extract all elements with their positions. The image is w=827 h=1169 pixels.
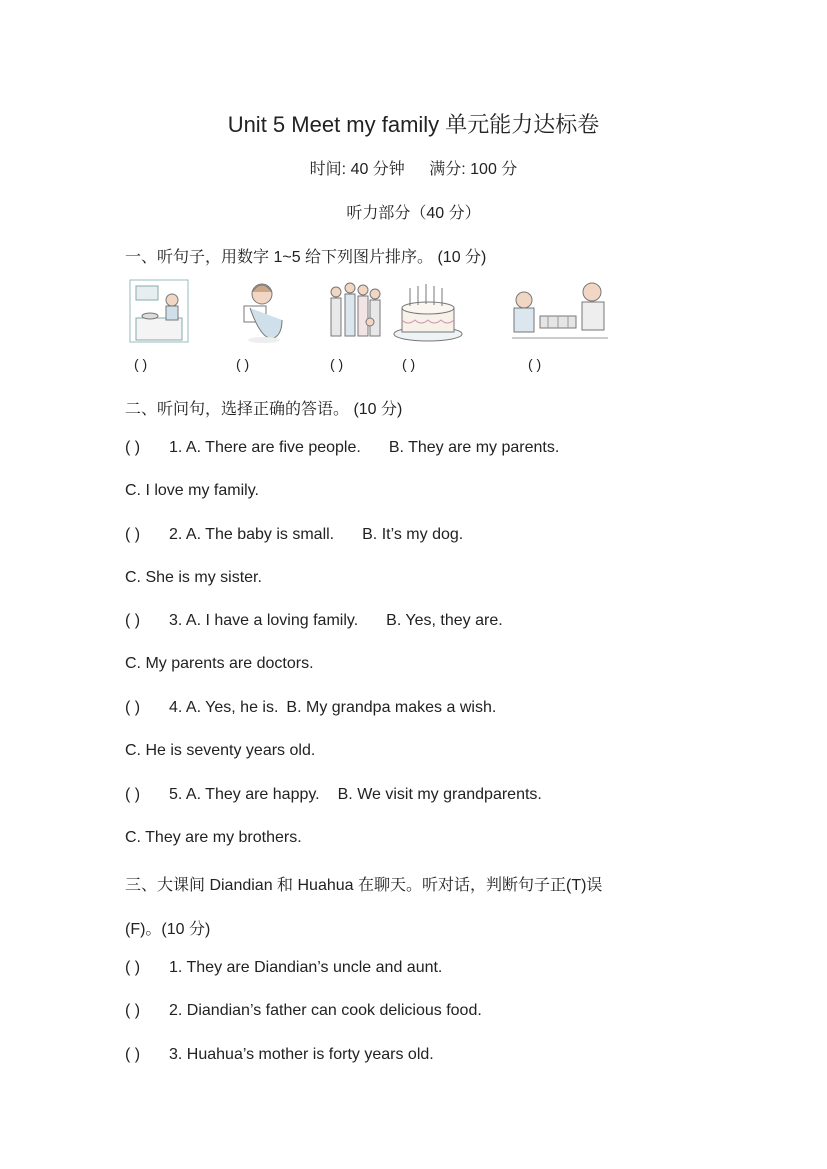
picture-answer-blank[interactable]: ( ) — [402, 356, 416, 372]
answer-blank[interactable]: ( ) — [125, 959, 141, 976]
answer-blank[interactable]: ( ) — [125, 1046, 141, 1063]
option-b: B. My grandpa makes a wish. — [286, 699, 497, 716]
option-b: B. Yes, they are. — [386, 612, 503, 629]
answer-blank[interactable]: ( ) — [125, 612, 141, 629]
answer-blank[interactable]: ( ) — [125, 439, 141, 456]
option-a: 5. A. They are happy. — [169, 786, 320, 803]
question-row — [125, 699, 496, 717]
answer-blank[interactable]: ( ) — [125, 786, 141, 803]
girl-reading-icon — [232, 278, 290, 344]
birthday-cake-icon — [392, 278, 464, 344]
full-score: 满分: 100 分 — [429, 161, 518, 178]
statement: 2. Diandian’s father can cook delicious food. — [169, 1002, 482, 1019]
option-a: 3. A. I have a loving family. — [169, 612, 359, 629]
section1-heading: 一、听句子，用数字 1~5 给下列图片排序。 (10 分) — [125, 249, 487, 266]
picture-answer-blank[interactable]: ( ) — [134, 356, 148, 372]
option-c: C. He is seventy years old. — [125, 742, 316, 759]
picture-answer-blank[interactable]: ( ) — [330, 356, 344, 372]
section3-heading-cont: (F)。(10 分) — [125, 921, 211, 938]
option-b: B. They are my parents. — [388, 439, 560, 456]
option-c: C. My parents are doctors. — [125, 655, 314, 672]
statement: 3. Huahua’s mother is forty years old. — [169, 1046, 434, 1063]
answer-blank[interactable]: ( ) — [125, 1002, 141, 1019]
option-b: B. We visit my grandparents. — [337, 786, 542, 803]
answer-blank[interactable]: ( ) — [125, 699, 141, 716]
exam-meta — [0, 156, 827, 179]
option-c: C. They are my brothers. — [125, 829, 302, 846]
section3-heading: 三、大课间 Diandian 和 Huahua 在聊天。听对话，判断句子正(T)误 — [125, 877, 603, 894]
time-limit: 时间: 40 分钟 — [309, 161, 405, 178]
section2-heading: 二、听问句，选择正确的答语。 (10 分) — [125, 401, 403, 418]
option-a: 4. A. Yes, he is. — [169, 699, 279, 716]
kitchen-cooking-icon — [128, 278, 190, 344]
question-row — [125, 439, 559, 457]
option-c: C. I love my family. — [125, 482, 259, 499]
option-a: 2. A. The baby is small. — [169, 526, 335, 543]
question-row — [125, 612, 503, 630]
judgement-row — [125, 959, 442, 977]
option-a: 1. A. There are five people. — [169, 439, 361, 456]
question-row — [125, 526, 463, 544]
page-title: Unit 5 Meet my family 单元能力达标卷 — [227, 112, 600, 137]
statement: 1. They are Diandian’s uncle and aunt. — [169, 959, 443, 976]
judgement-row — [125, 1046, 434, 1064]
judgement-row — [125, 1002, 482, 1020]
picture-answer-blank[interactable]: ( ) — [528, 356, 542, 372]
family-group-icon — [326, 278, 384, 344]
listening-part-label: 听力部分（40 分） — [346, 205, 481, 222]
people-playing-chess-icon — [508, 278, 612, 344]
answer-blank[interactable]: ( ) — [125, 526, 141, 543]
question-row — [125, 786, 542, 804]
picture-answer-blank[interactable]: ( ) — [236, 356, 250, 372]
option-c: C. She is my sister. — [125, 569, 262, 586]
option-b: B. It’s my dog. — [362, 526, 464, 543]
